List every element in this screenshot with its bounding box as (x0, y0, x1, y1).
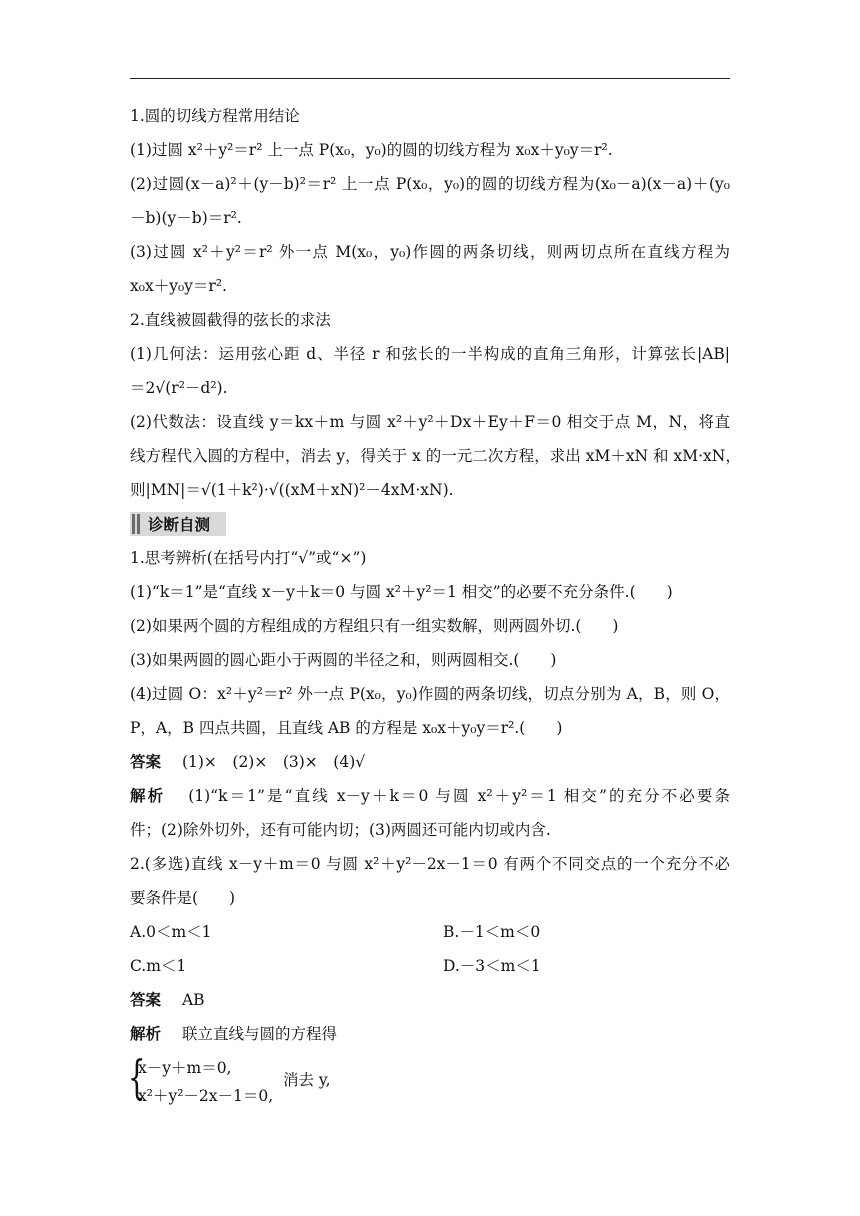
equation-line: x²＋y²－2x－1＝0, (138, 1087, 274, 1105)
analysis-label: 解析 (130, 1025, 162, 1043)
answer-value: (1)× (2)× (3)× (4)√ (181, 753, 366, 771)
paragraph-line: (1)过圆 x²＋y²＝r² 上一点 P(x₀，y₀)的圆的切线方程为 x₀x＋y₀y＝r². (130, 141, 613, 159)
question-heading: 要条件是( ) (130, 889, 236, 907)
paragraph-line: (2)代数法：设直线 y＝kx＋m 与圆 x²＋y²＋Dx＋Ey＋F＝0 相交于点 M，N，将直 (130, 413, 730, 431)
question-item: P，A，B 四点共圆，且直线 AB 的方程是 x₀x＋y₀y＝r².( ) (130, 719, 563, 737)
equation-line: x－y＋m＝0, (138, 1059, 232, 1077)
analysis-text: 联立直线与圆的方程得 (181, 1025, 337, 1043)
answer-value: AB (181, 991, 205, 1009)
option-row (130, 956, 730, 976)
paragraph-line: －b)(y－b)＝r². (130, 209, 242, 227)
paragraph-line: (3)过圆 x²＋y²＝r² 外一点 M(x₀，y₀)作圆的两条切线，则两切点所在直线方程为 (130, 243, 730, 261)
question-item: (4)过圆 O：x²＋y²＝r² 外一点 P(x₀，y₀)作圆的两条切线，切点分别为 A，B，则 O， (130, 685, 730, 703)
option-a: A.0＜m＜1 (130, 923, 212, 941)
analysis-text: (1)“k＝1”是“直线 x－y＋k＝0 与圆 x²＋y²＝1 相交”的充分不必要条 (188, 787, 730, 805)
question-item: (3)如果两圆的圆心距小于两圆的半径之和，则两圆相交.( ) (130, 651, 557, 669)
option-d: D.－3＜m＜1 (443, 957, 541, 975)
paragraph-line: ＝2√(r²－d²). (130, 379, 228, 397)
question-item: (2)如果两个圆的方程组成的方程组只有一组实数解，则两圆外切.( ) (130, 617, 619, 635)
section-title: 诊断自测 (148, 516, 211, 534)
question-heading: 2.(多选)直线 x－y＋m＝0 与圆 x²＋y²－2x－1＝0 有两个不同交点的一个充分不必 (130, 855, 730, 873)
answer-label: 答案 (130, 991, 162, 1009)
equation-note: 消去 y, (283, 1071, 331, 1089)
paragraph-line: (2)过圆(x－a)²＋(y－b)²＝r² 上一点 P(x₀，y₀)的圆的切线方程为(x₀－a)(x－a)＋(y₀ (130, 175, 730, 193)
answer-row (130, 752, 730, 772)
option-b: B.－1＜m＜0 (443, 923, 541, 941)
option-c: C.m＜1 (130, 957, 187, 975)
question-heading: 1.思考辨析(在括号内打“√”或“×”) (130, 549, 367, 567)
section-tag-self-test (130, 512, 226, 536)
heading-tangent-conclusions: 1.圆的切线方程常用结论 (130, 107, 300, 125)
paragraph-line: (1)几何法：运用弦心距 d、半径 r 和弦长的一半构成的直角三角形，计算弦长|AB| (130, 345, 730, 363)
analysis-label: 解析 (130, 787, 166, 805)
answer-label: 答案 (130, 753, 162, 771)
option-row (130, 922, 730, 942)
equation-brace-icon: { (128, 1050, 146, 1104)
question-item: (1)“k＝1”是“直线 x－y＋k＝0 与圆 x²＋y²＝1 相交”的必要不充分条件.( ) (130, 583, 673, 601)
analysis-text: 件；(2)除外切外，还有可能内切；(3)两圆还可能内切或内含. (130, 821, 551, 839)
header-rule (130, 78, 730, 79)
paragraph-line: x₀x＋y₀y＝r². (130, 277, 227, 295)
analysis-row (130, 786, 730, 806)
analysis-row (130, 1024, 730, 1044)
heading-chord-length: 2.直线被圆截得的弦长的求法 (130, 311, 331, 329)
paragraph-line: 线方程代入圆的方程中，消去 y，得关于 x 的一元二次方程，求出 xM＋xN 和 xM·xN， (130, 447, 741, 465)
section-bars-icon (132, 514, 140, 534)
answer-row (130, 990, 730, 1010)
paragraph-line: 则|MN|＝√(1＋k²)·√((xM＋xN)²－4xM·xN). (130, 481, 454, 499)
